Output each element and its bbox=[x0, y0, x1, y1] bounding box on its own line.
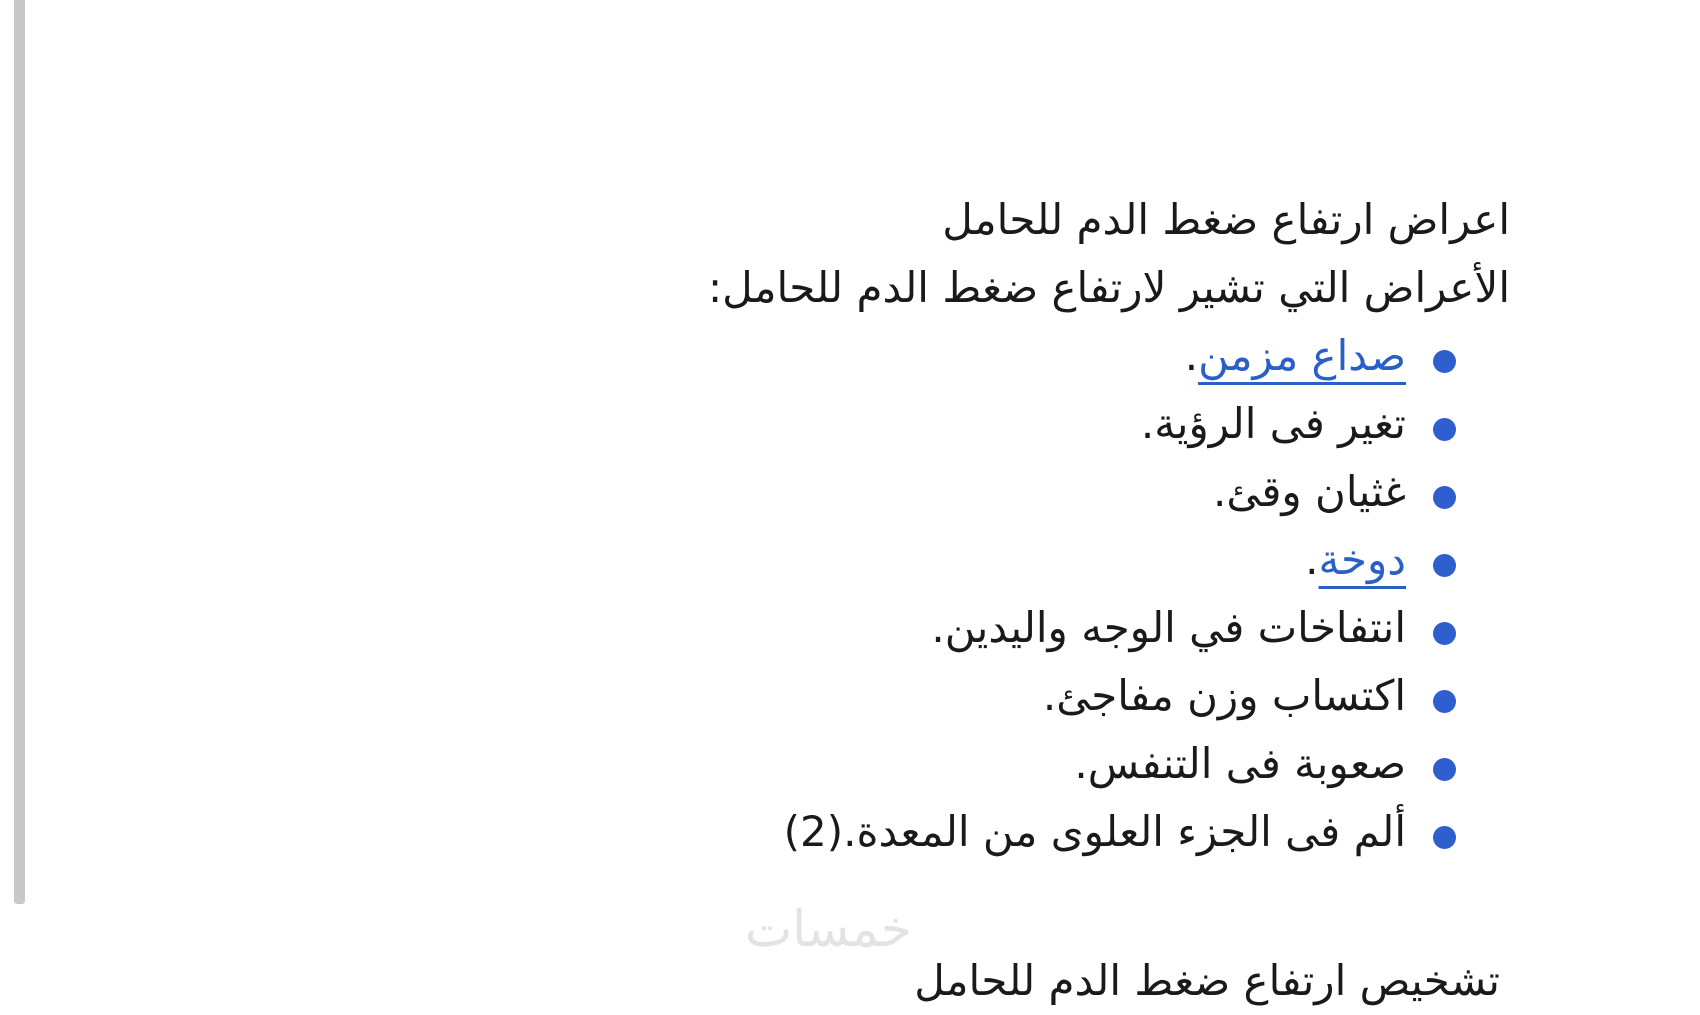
symptom-text: ألم فى الجزء العلوى من المعدة.(2) bbox=[783, 807, 1406, 856]
symptom-text: غثيان وقئ. bbox=[1212, 467, 1406, 516]
symptoms-list bbox=[310, 322, 1510, 866]
symptom-suffix: . bbox=[1305, 535, 1319, 584]
list-item bbox=[310, 390, 1510, 458]
symptom-suffix: . bbox=[1184, 331, 1199, 380]
symptom-text: انتفاخات في الوجه واليدين. bbox=[931, 603, 1406, 652]
list-item bbox=[310, 594, 1510, 662]
bullet-dot-icon bbox=[1433, 350, 1456, 373]
scroll-indicator-bar bbox=[14, 0, 25, 904]
article-title: اعراض ارتفاع ضغط الدم للحامل bbox=[942, 195, 1510, 244]
article-content bbox=[310, 186, 1510, 866]
bullet-dot-icon bbox=[1433, 554, 1456, 577]
symptoms-intro: الأعراض التي تشير لارتفاع ضغط الدم للحامل: bbox=[708, 263, 1510, 312]
list-item bbox=[310, 458, 1510, 526]
bullet-dot-icon bbox=[1433, 622, 1456, 645]
symptom-text: اكتساب وزن مفاجئ. bbox=[1042, 671, 1406, 720]
symptom-link-headache[interactable]: صداع مزمن bbox=[1198, 331, 1406, 380]
next-section-heading: تشخيص ارتفاع ضغط الدم للحامل bbox=[914, 956, 1500, 1005]
list-item bbox=[310, 730, 1510, 798]
bullet-dot-icon bbox=[1433, 758, 1456, 781]
bullet-dot-icon bbox=[1433, 486, 1456, 509]
symptom-text: تغير فى الرؤية. bbox=[1140, 399, 1406, 448]
list-item[interactable] bbox=[310, 322, 1510, 390]
symptom-text: صعوبة فى التنفس. bbox=[1074, 739, 1406, 788]
bullet-dot-icon bbox=[1433, 826, 1456, 849]
bullet-dot-icon bbox=[1433, 690, 1456, 713]
list-item[interactable] bbox=[310, 526, 1510, 594]
list-item bbox=[310, 798, 1510, 866]
list-item bbox=[310, 662, 1510, 730]
bullet-dot-icon bbox=[1433, 418, 1456, 441]
watermark-logo: خمسات bbox=[745, 900, 912, 958]
symptom-link-dizziness[interactable]: دوخة bbox=[1318, 535, 1406, 584]
